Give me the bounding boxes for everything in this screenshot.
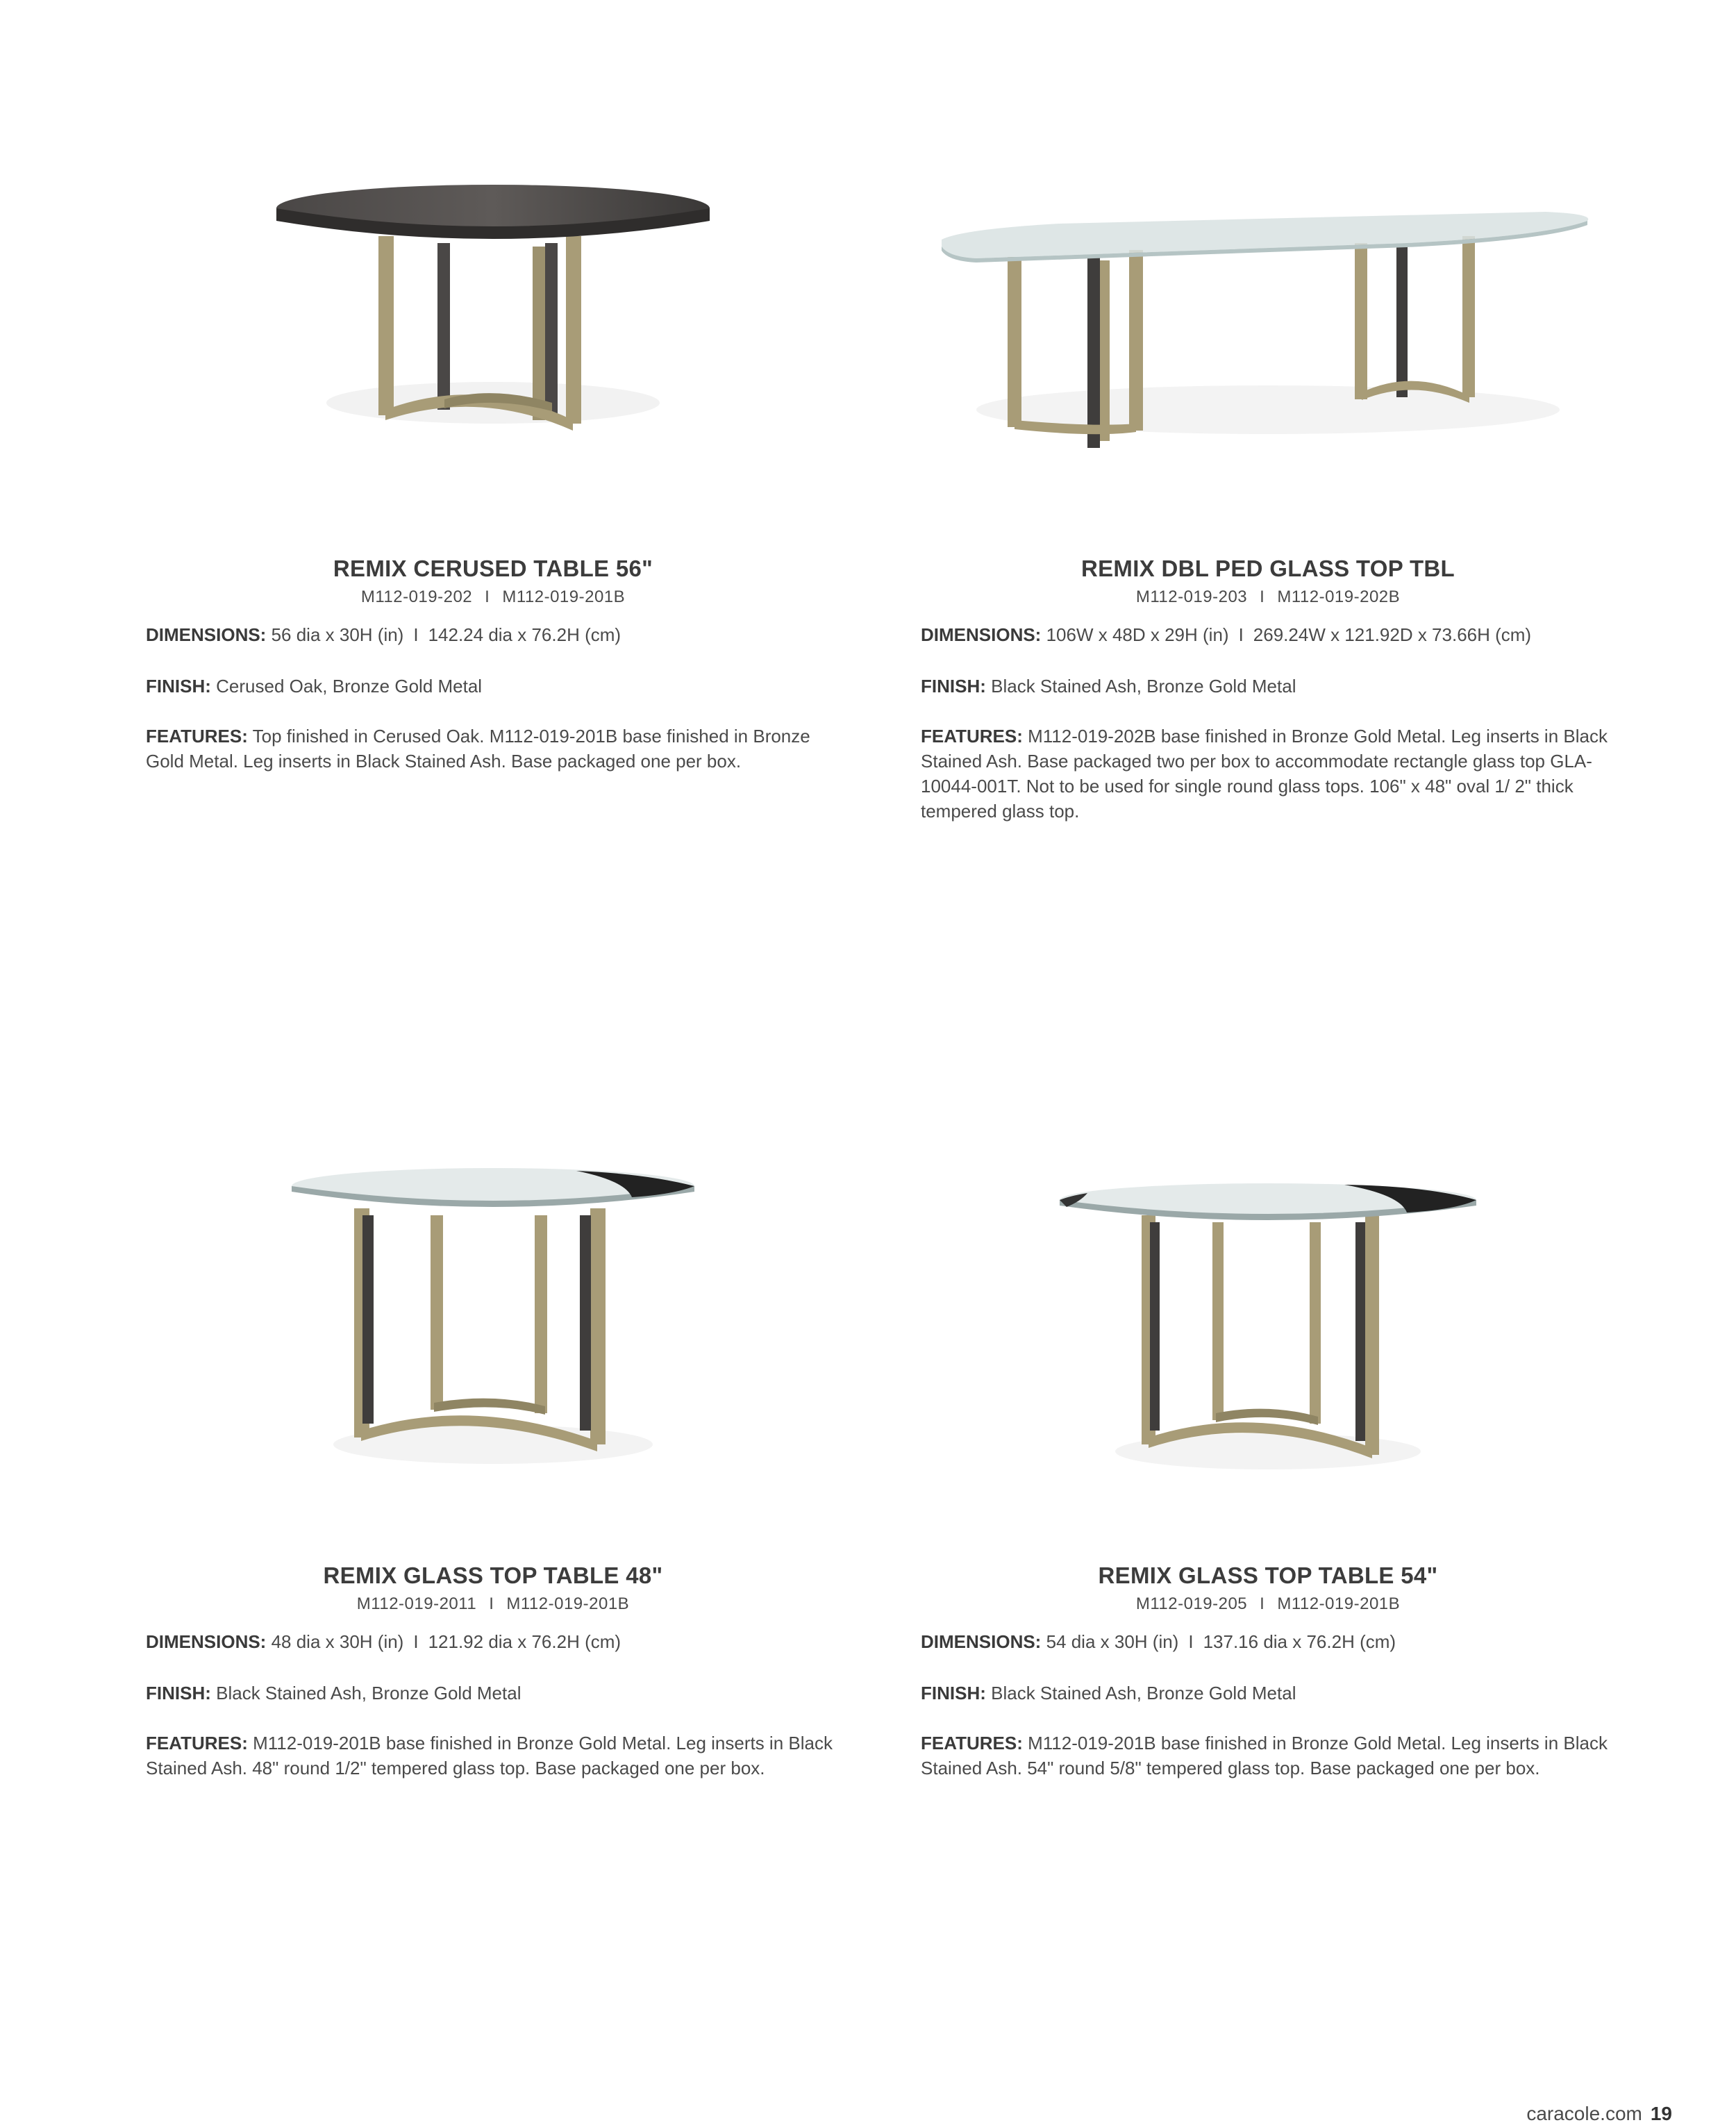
finish-label: FINISH: (146, 676, 211, 697)
glass-table-54-illustration (921, 1007, 1615, 1549)
glass-table-48-illustration (146, 1007, 840, 1549)
sku-base: M112-019-201B (506, 1594, 630, 1613)
dimensions-inches: 106W x 48D x 29H (in) (1046, 624, 1229, 645)
finish-line (146, 674, 840, 699)
sku-primary: M112-019-2011 (356, 1594, 477, 1613)
footer-site-link[interactable]: caracole.com (1526, 2103, 1642, 2124)
sku-separator: I (489, 1594, 494, 1613)
finish-line (921, 1681, 1615, 1706)
finish-value: Cerused Oak, Bronze Gold Metal (216, 676, 483, 697)
dimensions-line (146, 1629, 840, 1654)
dimensions-inches: 56 dia x 30H (in) (271, 624, 404, 645)
features-value: M112-019-201B base finished in Bronze Gold Metal. Leg inserts in Black Stained Ash. 54" round 5/8" tempered glass top. Base packaged one per box. (921, 1733, 1608, 1778)
features-label: FEATURES: (921, 726, 1023, 747)
sku-separator: I (1260, 1594, 1265, 1613)
finish-label: FINISH: (146, 1683, 211, 1703)
finish-label: FINISH: (921, 1683, 986, 1703)
product-sku-line (146, 588, 840, 607)
dimensions-cm: 121.92 dia x 76.2H (cm) (428, 1631, 621, 1652)
product-image-glass-table-54 (921, 1007, 1615, 1549)
product-sku-line (146, 1594, 840, 1614)
finish-value: Black Stained Ash, Bronze Gold Metal (991, 676, 1296, 697)
sku-base: M112-019-202B (1277, 588, 1401, 606)
sku-primary: M112-019-202 (360, 588, 473, 606)
product-title: REMIX GLASS TOP TABLE 54" (1098, 1562, 1438, 1588)
product-title: REMIX CERUSED TABLE 56" (333, 556, 653, 581)
dimensions-cm: 269.24W x 121.92D x 73.66H (cm) (1253, 624, 1532, 645)
features-value: M112-019-202B base finished in Bronze Gold Metal. Leg inserts in Black Stained Ash. Base packaged two per box to accommodate rectangle glass top GLA-10044-001T. Not to be used for single round glass tops. 106" x 48" oval 1/ 2" thick tempered glass top. (921, 726, 1608, 822)
features-text (146, 724, 840, 774)
features-label: FEATURES: (921, 1733, 1023, 1753)
sku-base: M112-019-201B (1277, 1594, 1401, 1613)
finish-value: Black Stained Ash, Bronze Gold Metal (991, 1683, 1296, 1703)
product-title: REMIX DBL PED GLASS TOP TBL (1080, 556, 1455, 581)
sku-primary: M112-019-203 (1135, 588, 1248, 606)
features-value: Top finished in Cerused Oak. M112-019-201B base finished in Bronze Gold Metal. Leg inserts in Black Stained Ash. Base packaged one per box. (146, 726, 810, 772)
product-sku-line (921, 1594, 1615, 1614)
dimensions-separator: I (413, 624, 419, 645)
page-number: 19 (1650, 2103, 1672, 2124)
sku-base: M112-019-201B (502, 588, 626, 606)
finish-label: FINISH: (921, 676, 986, 697)
finish-line (921, 674, 1615, 699)
features-text (921, 724, 1615, 824)
sku-separator: I (1260, 588, 1265, 606)
cerused-table-illustration (146, 0, 840, 542)
dimensions-line (146, 622, 840, 647)
finish-value: Black Stained Ash, Bronze Gold Metal (216, 1683, 521, 1703)
sku-separator: I (485, 588, 490, 606)
dimensions-inches: 54 dia x 30H (in) (1046, 1631, 1179, 1652)
product-image-cerused-table (146, 0, 840, 542)
dimensions-label: DIMENSIONS: (146, 624, 267, 645)
dimensions-separator: I (1188, 1631, 1194, 1652)
page-footer (1526, 2103, 1672, 2125)
dimensions-label: DIMENSIONS: (146, 1631, 267, 1652)
features-text (921, 1731, 1615, 1781)
dimensions-line (921, 622, 1615, 647)
dimensions-cm: 142.24 dia x 76.2H (cm) (428, 624, 621, 645)
dimensions-label: DIMENSIONS: (921, 1631, 1042, 1652)
dimensions-line (921, 1629, 1615, 1654)
product-image-dbl-ped-table (921, 0, 1615, 542)
dimensions-inches: 48 dia x 30H (in) (271, 1631, 404, 1652)
dimensions-separator: I (1238, 624, 1244, 645)
features-value: M112-019-201B base finished in Bronze Gold Metal. Leg inserts in Black Stained Ash. 48" round 1/2" tempered glass top. Base packaged one per box. (146, 1733, 833, 1778)
dimensions-separator: I (413, 1631, 419, 1652)
dimensions-label: DIMENSIONS: (921, 624, 1042, 645)
dimensions-cm: 137.16 dia x 76.2H (cm) (1203, 1631, 1396, 1652)
sku-primary: M112-019-205 (1135, 1594, 1248, 1613)
features-text (146, 1731, 840, 1781)
product-title: REMIX GLASS TOP TABLE 48" (323, 1562, 663, 1588)
product-image-glass-table-48 (146, 1007, 840, 1549)
product-sku-line (921, 588, 1615, 607)
features-label: FEATURES: (146, 1733, 248, 1753)
finish-line (146, 1681, 840, 1706)
dbl-ped-table-illustration (921, 0, 1615, 542)
features-label: FEATURES: (146, 726, 248, 747)
